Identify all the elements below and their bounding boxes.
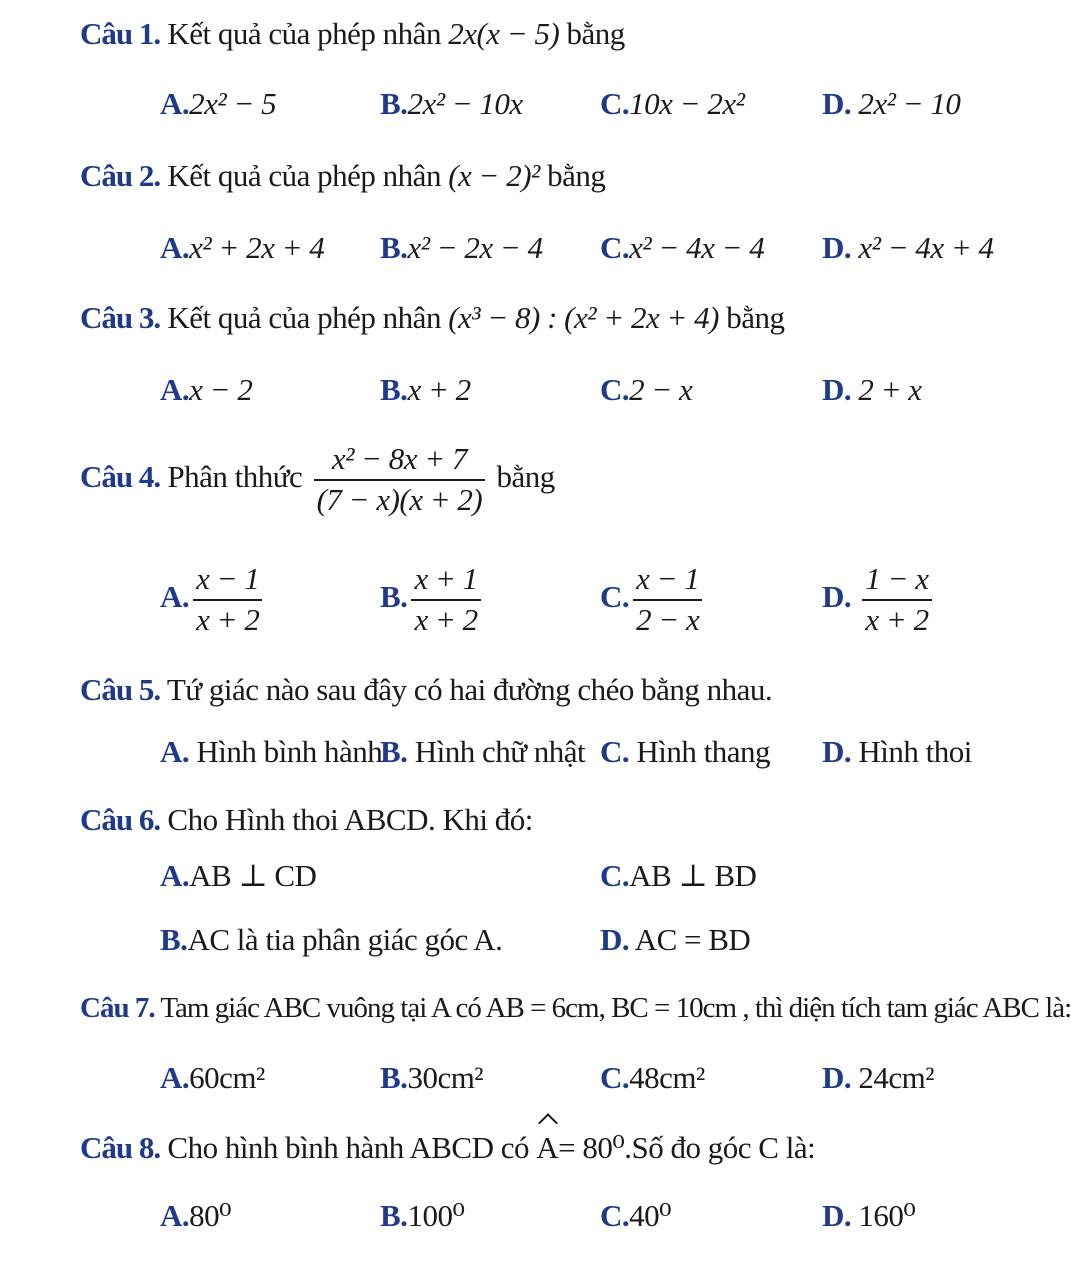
question-tail: bằng (496, 458, 555, 494)
option-label: D. (822, 578, 852, 614)
option-label: A. (160, 734, 190, 769)
question-label: Câu 3. (80, 300, 161, 335)
question-label: Câu 7. (80, 992, 155, 1024)
option-b[interactable] (380, 560, 485, 640)
question-label: Câu 1. (80, 16, 161, 51)
question-expression: AB = 6cm, BC = 10cm (485, 992, 737, 1024)
option-text: 2 + x (858, 372, 922, 407)
option-d[interactable] (822, 84, 960, 124)
option-text: x² + 2x + 4 (189, 230, 325, 265)
question-tail: .Số đo góc C là: (624, 1130, 816, 1165)
option-label: A. (160, 578, 190, 614)
option-text: AC là tia phân giác góc A. (187, 922, 503, 957)
option-b[interactable] (380, 1196, 464, 1236)
fraction-numerator: x − 1 (633, 560, 702, 601)
option-text: 80⁰ (189, 1198, 232, 1233)
fraction-numerator: x² − 8x + 7 (314, 440, 486, 481)
option-text: 48cm² (629, 1060, 705, 1095)
option-text: Hình thang (636, 734, 771, 769)
option-d[interactable] (822, 1058, 934, 1098)
option-a[interactable] (160, 732, 382, 772)
option-a[interactable] (160, 1058, 265, 1098)
option-label: C. (600, 1060, 630, 1095)
option-text: 2x² − 10x (407, 86, 523, 121)
option-label: C. (600, 858, 630, 893)
option-text: AB ⊥ BD (629, 858, 757, 893)
question-tail: bằng (726, 300, 785, 335)
option-d[interactable] (822, 732, 972, 772)
option-label: B. (380, 578, 408, 614)
option-fraction (633, 560, 702, 640)
question-label: Câu 8. (80, 1130, 161, 1165)
option-label: C. (600, 1198, 630, 1233)
fraction-numerator: x − 1 (193, 560, 262, 601)
option-label: A. (160, 86, 190, 121)
question-expression: 2x(x − 5) (448, 16, 560, 51)
angle-a-hat: A (536, 1128, 558, 1168)
question-label: Câu 5. (80, 672, 161, 707)
question-fraction (314, 440, 486, 520)
option-a[interactable] (160, 560, 266, 640)
question-text: Kết quả của phép nhân (167, 300, 441, 335)
option-d[interactable] (600, 920, 750, 960)
option-label: D. (822, 230, 852, 265)
option-text: 60cm² (189, 1060, 265, 1095)
option-c[interactable] (600, 560, 706, 640)
option-label: A. (160, 858, 190, 893)
option-d[interactable] (822, 370, 922, 410)
option-label: D. (822, 372, 852, 407)
option-label: A. (160, 230, 190, 265)
option-label: D. (600, 922, 630, 957)
option-fraction (193, 560, 262, 640)
option-label: A. (160, 372, 190, 407)
option-text: 160⁰ (858, 1198, 916, 1233)
question-text: Cho Hình thoi ABCD. Khi đó: (167, 802, 533, 837)
option-label: B. (380, 230, 408, 265)
option-b[interactable] (160, 920, 502, 960)
option-label: C. (600, 578, 630, 614)
fraction-numerator: x + 1 (411, 560, 480, 601)
question-expression: = 80⁰ (558, 1130, 625, 1165)
question-expression: (x − 2)² (448, 158, 540, 193)
option-label: D. (822, 1198, 852, 1233)
option-label: D. (822, 1060, 852, 1095)
question-expression: (x³ − 8) : (x² + 2x + 4) (448, 300, 719, 335)
question-1 (80, 14, 625, 54)
option-text: 2x² − 10 (858, 86, 961, 121)
fraction-numerator: 1 − x (862, 560, 931, 601)
option-c[interactable] (600, 732, 770, 772)
question-text: Tứ giác nào sau đây có hai đường chéo bằng nhau. (166, 672, 773, 707)
option-text: AC = BD (634, 922, 751, 957)
option-c[interactable] (600, 228, 764, 268)
option-text: Hình chữ nhật (414, 734, 586, 769)
option-text: 10x − 2x² (629, 86, 745, 121)
question-text: Phân thhức (167, 458, 303, 494)
option-b[interactable] (380, 84, 523, 124)
fraction-denominator: 2 − x (636, 601, 700, 637)
option-label: C. (600, 86, 630, 121)
option-label: B. (380, 1060, 408, 1095)
option-c[interactable] (600, 370, 692, 410)
fraction-denominator: x + 2 (414, 601, 478, 637)
option-d[interactable] (822, 228, 994, 268)
question-2 (80, 156, 605, 196)
option-label: B. (380, 372, 408, 407)
option-d[interactable] (822, 1196, 915, 1236)
option-label: A. (160, 1060, 190, 1095)
option-label: D. (822, 86, 852, 121)
question-tail: bằng (547, 158, 606, 193)
option-fraction (411, 560, 480, 640)
question-7 (80, 988, 1071, 1028)
option-fraction (862, 560, 931, 640)
option-text: Hình bình hành (196, 734, 383, 769)
option-text: 100⁰ (407, 1198, 465, 1233)
option-label: D. (822, 734, 852, 769)
option-b[interactable] (380, 370, 471, 410)
option-c[interactable] (600, 1196, 671, 1236)
option-text: Hình thoi (858, 734, 972, 769)
question-8 (80, 1128, 815, 1168)
question-text: Tam giác ABC vuông tại A có (160, 992, 481, 1024)
question-label: Câu 4. (80, 458, 161, 494)
question-3 (80, 298, 784, 338)
option-c[interactable] (600, 1058, 705, 1098)
question-text: Kết quả của phép nhân (167, 158, 441, 193)
question-label: Câu 2. (80, 158, 161, 193)
option-label: C. (600, 734, 630, 769)
option-b[interactable] (380, 732, 585, 772)
option-c[interactable] (600, 856, 756, 896)
option-b[interactable] (380, 228, 543, 268)
question-tail: , thì diện tích tam giác ABC là: (742, 992, 1071, 1024)
question-label: Câu 6. (80, 802, 161, 837)
question-tail: bằng (566, 16, 625, 51)
option-label: C. (600, 230, 630, 265)
option-text: 40⁰ (629, 1198, 672, 1233)
fraction-denominator: x + 2 (865, 601, 929, 637)
option-text: 24cm² (858, 1060, 935, 1095)
option-label: B. (160, 922, 188, 957)
option-a[interactable] (160, 228, 324, 268)
question-6 (80, 800, 533, 840)
fraction-denominator: (7 − x)(x + 2) (316, 481, 483, 517)
option-a[interactable] (160, 370, 252, 410)
question-4 (80, 440, 555, 520)
option-label: B. (380, 734, 408, 769)
option-a[interactable] (160, 856, 316, 896)
option-label: B. (380, 86, 408, 121)
option-text: 30cm² (407, 1060, 484, 1095)
option-text: x − 2 (189, 372, 253, 407)
option-d[interactable] (822, 560, 936, 640)
option-text: AB ⊥ CD (189, 858, 317, 893)
option-text: x² − 4x − 4 (629, 230, 765, 265)
option-text: 2x² − 5 (189, 86, 277, 121)
question-text: Cho hình bình hành ABCD có (167, 1130, 529, 1165)
option-a[interactable] (160, 1196, 231, 1236)
option-a[interactable] (160, 84, 276, 124)
question-5 (80, 670, 772, 710)
option-text: x² − 4x + 4 (858, 230, 994, 265)
question-text: Kết quả của phép nhân (167, 16, 441, 51)
option-text: x² − 2x − 4 (407, 230, 543, 265)
option-text: 2 − x (629, 372, 693, 407)
fraction-denominator: x + 2 (196, 601, 260, 637)
option-label: B. (380, 1198, 408, 1233)
option-label: A. (160, 1198, 190, 1233)
option-c[interactable] (600, 84, 744, 124)
option-label: C. (600, 372, 630, 407)
option-b[interactable] (380, 1058, 483, 1098)
option-text: x + 2 (407, 372, 471, 407)
